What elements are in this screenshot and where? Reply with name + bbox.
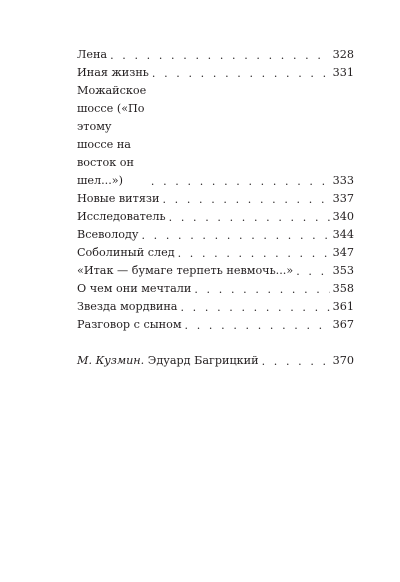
toc-entry-page: 353 (332, 264, 354, 277)
toc-entry (77, 190, 354, 208)
table-of-contents (77, 46, 354, 370)
toc-entry-title: Можайское шоссе («По этому шоссе на восток он шел...») (77, 84, 147, 187)
toc-entry-essay (77, 352, 354, 370)
toc-entry (77, 208, 354, 226)
toc-entry-title: Исследователь (77, 210, 166, 223)
dot-leader (178, 248, 330, 259)
toc-entry-page: 328 (332, 48, 354, 61)
toc-entry-title: Разговор с сыном (77, 318, 182, 331)
toc-entry-title: Звезда мордвина (77, 300, 178, 313)
toc-entry-page: 358 (332, 282, 354, 295)
dot-leader (141, 230, 329, 241)
toc-entry (77, 280, 354, 298)
toc-entry (77, 46, 354, 64)
dot-leader (180, 302, 329, 313)
toc-entry-title: Соболиный след (77, 246, 175, 259)
toc-entry-page: 331 (332, 66, 354, 79)
dot-leader (152, 68, 330, 79)
dot-leader (185, 320, 330, 331)
toc-entry-page: 340 (332, 210, 354, 223)
toc-entry (77, 244, 354, 262)
essay-author: М. Кузмин. (77, 354, 145, 367)
section-gap (77, 334, 354, 352)
dot-leader (169, 212, 330, 223)
toc-entry (77, 262, 354, 280)
toc-entry-title: Новые витязи (77, 192, 160, 205)
toc-entry-page: 344 (332, 228, 354, 241)
dot-leader (296, 266, 329, 277)
toc-entry-page: 367 (332, 318, 354, 331)
toc-entry-page: 370 (332, 354, 354, 367)
toc-entry (77, 298, 354, 316)
toc-entry-page: 347 (332, 246, 354, 259)
dot-leader (262, 356, 330, 367)
toc-entry-title (77, 352, 259, 370)
toc-entry-page: 361 (332, 300, 354, 313)
dot-leader (162, 194, 329, 205)
toc-entry (77, 226, 354, 244)
toc-entry-title: Лена (77, 48, 108, 61)
dot-leader (194, 284, 329, 295)
toc-entry-page: 337 (332, 192, 354, 205)
toc-entry-title: «Итак — бумаге терпеть невмочь...» (77, 264, 294, 277)
essay-title: Эдуард Багрицкий (147, 354, 259, 367)
toc-entry-title: Всеволоду (77, 228, 139, 241)
toc-entry (77, 82, 354, 190)
toc-entry-title: Иная жизнь (77, 66, 149, 79)
dot-leader (110, 50, 330, 61)
toc-entry (77, 316, 354, 334)
toc-entry (77, 64, 354, 82)
toc-entry-title: О чем они мечтали (77, 282, 192, 295)
dot-leader (151, 176, 330, 187)
toc-entry-page: 333 (332, 174, 354, 187)
